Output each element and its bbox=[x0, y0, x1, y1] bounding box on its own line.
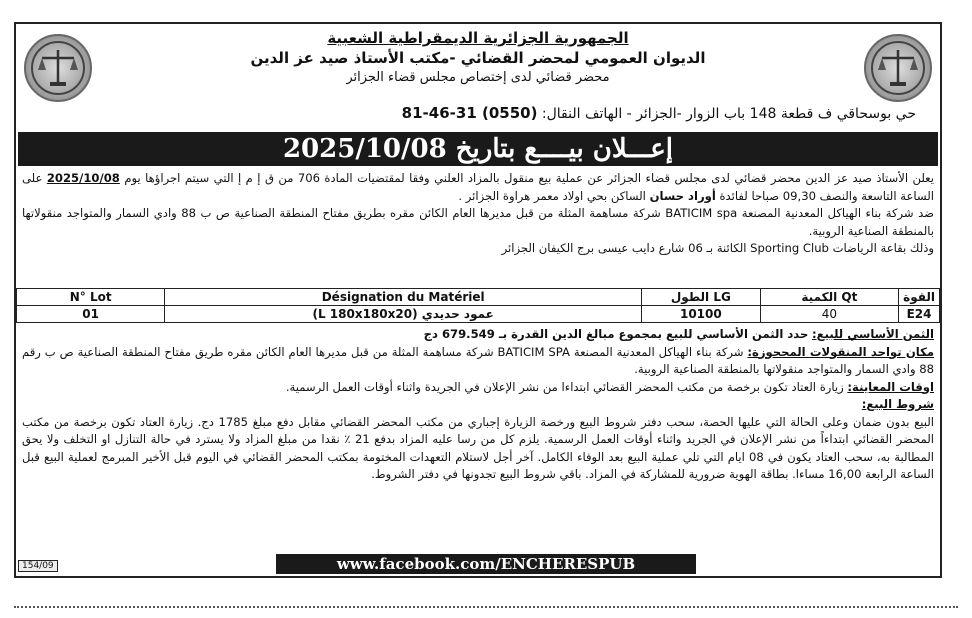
address-line bbox=[156, 104, 916, 122]
conditions-label: شروط البيع: bbox=[861, 397, 934, 411]
table-header-row bbox=[17, 289, 940, 306]
header-qt: الكمية Qt bbox=[760, 289, 898, 306]
header-lot: N° Lot bbox=[17, 289, 165, 306]
intro-text-2: على الساعة التاسعة والنصف 09,30 صباحا لفائدة bbox=[22, 171, 934, 203]
facebook-link[interactable]: www.facebook.com/ENCHERESPUB bbox=[276, 554, 696, 574]
price-text: حدد الثمن الأساسي للبيع بمجموع مبالغ الدين القدرة بـ 679.549 دج bbox=[423, 327, 809, 341]
lots-table bbox=[16, 288, 940, 323]
cell-lot: 01 bbox=[17, 306, 165, 323]
announcement-frame bbox=[14, 22, 942, 578]
viewing-label: اوقات المعاينة: bbox=[847, 379, 934, 394]
location-label: مكان تواجد المنقولات المحجوزة: bbox=[747, 344, 935, 359]
header-force: القوة bbox=[899, 289, 940, 306]
location-text: شركة بناء الهياكل المعدنية المصنعة BATICIM SPA شركة مساهمة المثلة من قبل مديرها العام الكائن مقره طريق مفتاح المنطقة الصناعية ص ب رقم 88 وادي السمار والمتواجد منقولاتها بالمنطقة الصناعية الروبية. bbox=[22, 344, 934, 376]
judicial-seal-right bbox=[864, 34, 932, 102]
cell-lg: 10100 bbox=[642, 306, 761, 323]
cell-qt: 40 bbox=[760, 306, 898, 323]
price-label: الثمن الأساسي للبيع: bbox=[812, 327, 934, 341]
sale-announcement-banner: إعـــلان بيــــع بتاريخ 2025/10/08 bbox=[18, 132, 938, 166]
header-designation: Désignation du Matériel bbox=[165, 289, 642, 306]
scales-of-justice-icon bbox=[26, 36, 90, 100]
sale-date: 2025/10/08 bbox=[46, 171, 120, 185]
conditions-text: البيع بدون ضمان وعلى الحالة التي عليها الحصة، سحب دفتر شروط البيع ورخصة الزيارة إجباري من مكتب المحضر القضائي مقابل دفع مبلغ 1785 دج. زيارة العتاد تكون برخصة من مكتب المحضر القضائي ابتداءاً من نشر الإعلان في الجريد واثناء أوقات العمل الرسمية. يلزم كل من رسا عليه المزاد بدفع 21 ٪ نقدا من مبلغ المزاد ولا يسترد في حالة التنازل او التخلف ولا يحق المطالبة به، سحب العتاد يكون في 08 ايام التي تلي عملية البيع بعد الوفاء الكامل. آخر أجل لاستلام التعهدات المختومة بمكتب المحضر القضائي في اليوم قبل الأخير المبرمج لعملية البيع قبل الساعة الرابعة 16,00 مساءا. بطاقة الهوية ضرورية للمشاركة في المزاد. باقي شروط البيع تجدونها في دفتر الشروط. bbox=[22, 414, 934, 481]
intro-text-5: وذلك بقاعة الرياضات Sporting Club الكائنة بـ 06 شارع دايب عيسى برج الكيفان الجزائر bbox=[501, 241, 934, 255]
jurisdiction: محضر قضائي لدى إختصاص مجلس قضاء الجزائر bbox=[346, 69, 610, 85]
letterhead bbox=[106, 28, 850, 86]
cell-force: E24 bbox=[899, 306, 940, 323]
intro-paragraph bbox=[22, 170, 934, 258]
intro-text-1: يعلن الأستاذ صيد عز الدين محضر قضائي لدى مجلس قضاء الجزائر عن عملية بيع منقول بالمزاد العلني وفقا لمقتضيات المادة 706 من ق إ م إ التي سيتم اجراؤها يوم bbox=[124, 171, 935, 185]
republic-title: الجمهورية الجزائرية الديمقراطية الشعبية bbox=[327, 29, 629, 47]
cut-line-divider bbox=[14, 606, 958, 608]
beneficiary-name: أوراد حسان bbox=[649, 188, 716, 203]
viewing-text: زيارة العتاد تكون برخصة من مكتب المحضر القضائي ابتداءا من نشر الإعلان في الجريدة واثناء أوقات العمل الرسمية. bbox=[285, 379, 844, 394]
address: حي بوسحاقي ف قطعة 148 باب الزوار -الجزائر - الهاتف النقال: bbox=[541, 106, 916, 122]
office-name: الديوان العمومي لمحضر القضائي -مكتب الأستاذ صيد عز الدين bbox=[250, 49, 706, 68]
reference-number: 154/09 bbox=[18, 560, 58, 572]
header-lg: الطول LG bbox=[642, 289, 761, 306]
table-row bbox=[17, 306, 940, 323]
phone-number: (0550) 31-46-81 bbox=[401, 104, 538, 122]
cell-designation: عمود حديدي (L 180x180x20) bbox=[165, 306, 642, 323]
sale-details bbox=[22, 326, 934, 484]
scales-of-justice-icon bbox=[866, 36, 930, 100]
intro-text-3: الساكن بحي اولاد معمر هراوة الجزائر . bbox=[458, 188, 646, 203]
judicial-seal-left bbox=[24, 34, 92, 102]
intro-text-4: ضد شركة بناء الهياكل المعدنية المصنعة BATICIM spa شركة مساهمة المثلة من قبل مديرها العام الكائن مقره بطريق مفتاح المنطقة الصناعية ص ب 88 وادي السمار والمتواجد منقولاتها بالمنطقة الصناعية الروبية. bbox=[22, 206, 934, 238]
